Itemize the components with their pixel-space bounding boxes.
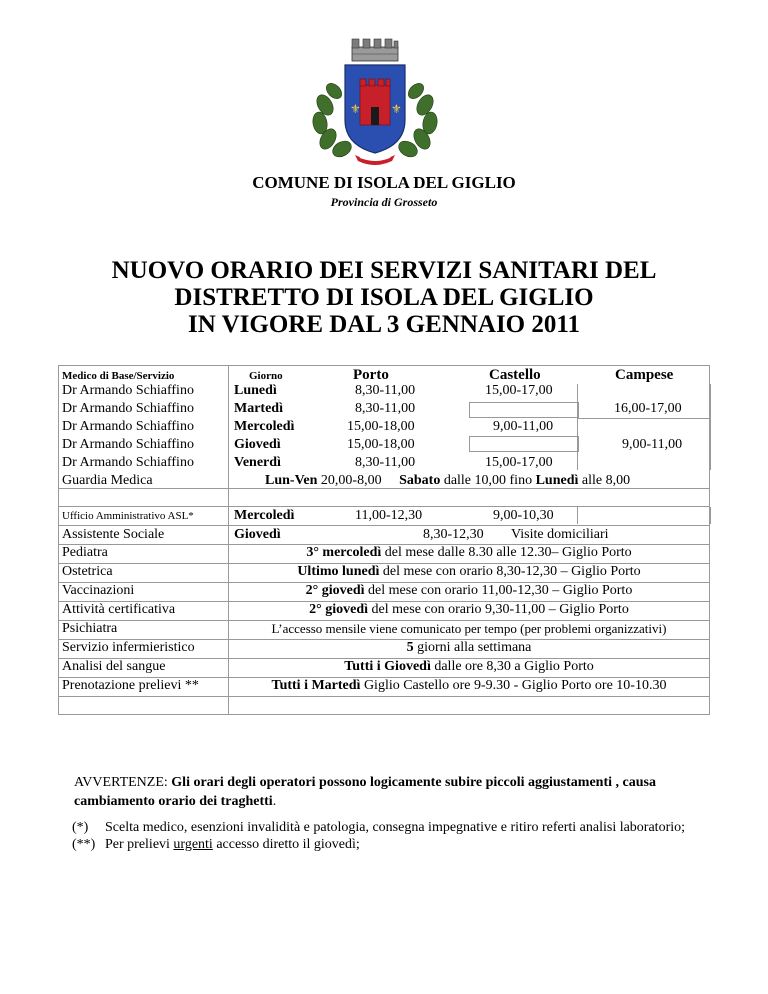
footnotes (72, 819, 722, 853)
header-service: Medico di Base/Servizio (62, 370, 175, 382)
page-title-line-2: DISTRETTO DI ISOLA DEL GIGLIO (174, 284, 594, 311)
page-title-line-1: NUOVO ORARIO DEI SERVIZI SANITARI DEL (111, 257, 657, 284)
municipality-name: COMUNE DI ISOLA DEL GIGLIO (252, 173, 516, 192)
service-label: Vaccinazioni (59, 583, 229, 602)
service-label: Assistente Sociale (59, 526, 229, 545)
day-label: Mercoledì (234, 508, 295, 523)
svg-text:⚜: ⚜ (391, 102, 402, 116)
service-label: Prenotazione prelievi ** (59, 678, 229, 697)
page-title-line-3: IN VIGORE DAL 3 GENNAIO 2011 (188, 311, 580, 338)
coat-of-arms-logo (300, 35, 450, 167)
service-row: Analisi del sangue Tutti i Giovedì dalle ore 8,30 a Giglio Porto (59, 659, 710, 678)
porto-hours: 15,00-18,00 (347, 419, 415, 434)
service-row: Vaccinazioni 2° giovedì del mese con orario 11,00-12,30 – Giglio Porto (59, 583, 710, 602)
hours: 8,30-12,30 (423, 527, 484, 542)
header-porto: Porto (353, 367, 389, 383)
service-row (59, 507, 710, 526)
guardia-medica-label: Guardia Medica (62, 473, 153, 488)
day-label: Giovedì (234, 437, 281, 452)
service-row (59, 526, 710, 545)
doctor-block-services (59, 366, 229, 489)
day-label: Giovedì (234, 527, 281, 542)
day-label: Martedì (234, 401, 283, 416)
day-label: Lunedì (234, 383, 277, 398)
castello-hours: 15,00-17,00 (485, 455, 553, 470)
footnote-1: (*) Scelta medico, esenzioni invalidità e patologia, consegna impegnative e ritiro referti analisi laboratorio; (72, 820, 686, 835)
note: Visite domiciliari (511, 527, 609, 542)
porto-hours: 8,30-11,00 (355, 401, 416, 416)
service-label: Pediatra (59, 545, 229, 564)
doctor-name: Dr Armando Schiaffino (62, 419, 194, 434)
porto-hours: 8,30-11,00 (355, 455, 416, 470)
service-row: Pediatra 3° mercoledì del mese dalle 8.30 alle 12.30– Giglio Porto (59, 545, 710, 564)
doctor-block-row (59, 366, 710, 489)
castello-blank-cell (469, 436, 579, 452)
blank-row (59, 489, 710, 507)
doctor-block-schedule (229, 366, 710, 489)
service-label: Analisi del sangue (59, 659, 229, 678)
porto-hours: 11,00-12,30 (355, 508, 423, 523)
header-castello: Castello (489, 367, 541, 383)
doctor-name: Dr Armando Schiaffino (62, 383, 194, 398)
castello-hours: 9,00-11,00 (493, 419, 554, 434)
guardia-medica-hours: Lun-Ven 20,00-8,00 Sabato dalle 10,00 fino Lunedì alle 8,00 (265, 473, 631, 488)
service-label: Servizio infermieristico (59, 640, 229, 659)
province-name: Provincia di Grosseto (330, 195, 438, 209)
header-campese: Campese (615, 367, 674, 383)
warning-note: AVVERTENZE: Gli orari degli operatori possono logicamente subire piccoli aggiustamenti , causa cambiamento orario dei traghetti. (74, 775, 656, 809)
castello-hours: 9,00-10,30 (493, 508, 554, 523)
porto-hours: 15,00-18,00 (347, 437, 415, 452)
footnote-2: (**) Per prelievi urgenti accesso diretto il giovedì; (72, 837, 360, 852)
blank-row (59, 697, 710, 715)
service-label: Ufficio Amministrativo ASL* (59, 507, 229, 526)
doctor-name: Dr Armando Schiaffino (62, 437, 194, 452)
day-label: Mercoledì (234, 419, 295, 434)
service-label: Ostetrica (59, 564, 229, 583)
service-label: Attività certificativa (59, 602, 229, 621)
service-row: Attività certificativa 2° giovedì del mese con orario 9,30-11,00 – Giglio Porto (59, 602, 710, 621)
campese-hours: 16,00-17,00 (614, 401, 682, 416)
service-row: Prenotazione prelievi ** Tutti i Martedì Giglio Castello ore 9-9.30 - Giglio Porto ore 10-10.30 (59, 678, 710, 697)
schedule-table (58, 365, 710, 715)
divider (577, 418, 709, 419)
header-day: Giorno (249, 370, 283, 382)
castello-hours: 15,00-17,00 (485, 383, 553, 398)
service-row: Ostetrica Ultimo lunedì del mese con orario 8,30-12,30 – Giglio Porto (59, 564, 710, 583)
service-label: Psichiatra (59, 621, 229, 640)
service-row: Psichiatra L’accesso mensile viene comunicato per tempo (per problemi organizzativi) (59, 621, 710, 640)
doctor-name: Dr Armando Schiaffino (62, 455, 194, 470)
campese-column (577, 507, 711, 524)
day-label: Venerdì (234, 455, 281, 470)
service-row: Servizio infermieristico 5 giorni alla settimana (59, 640, 710, 659)
porto-hours: 8,30-11,00 (355, 383, 416, 398)
campese-hours: 9,00-11,00 (622, 437, 683, 452)
castello-blank-cell (469, 402, 579, 418)
campese-column (577, 384, 711, 470)
doctor-name: Dr Armando Schiaffino (62, 401, 194, 416)
svg-text:⚜: ⚜ (350, 102, 361, 116)
